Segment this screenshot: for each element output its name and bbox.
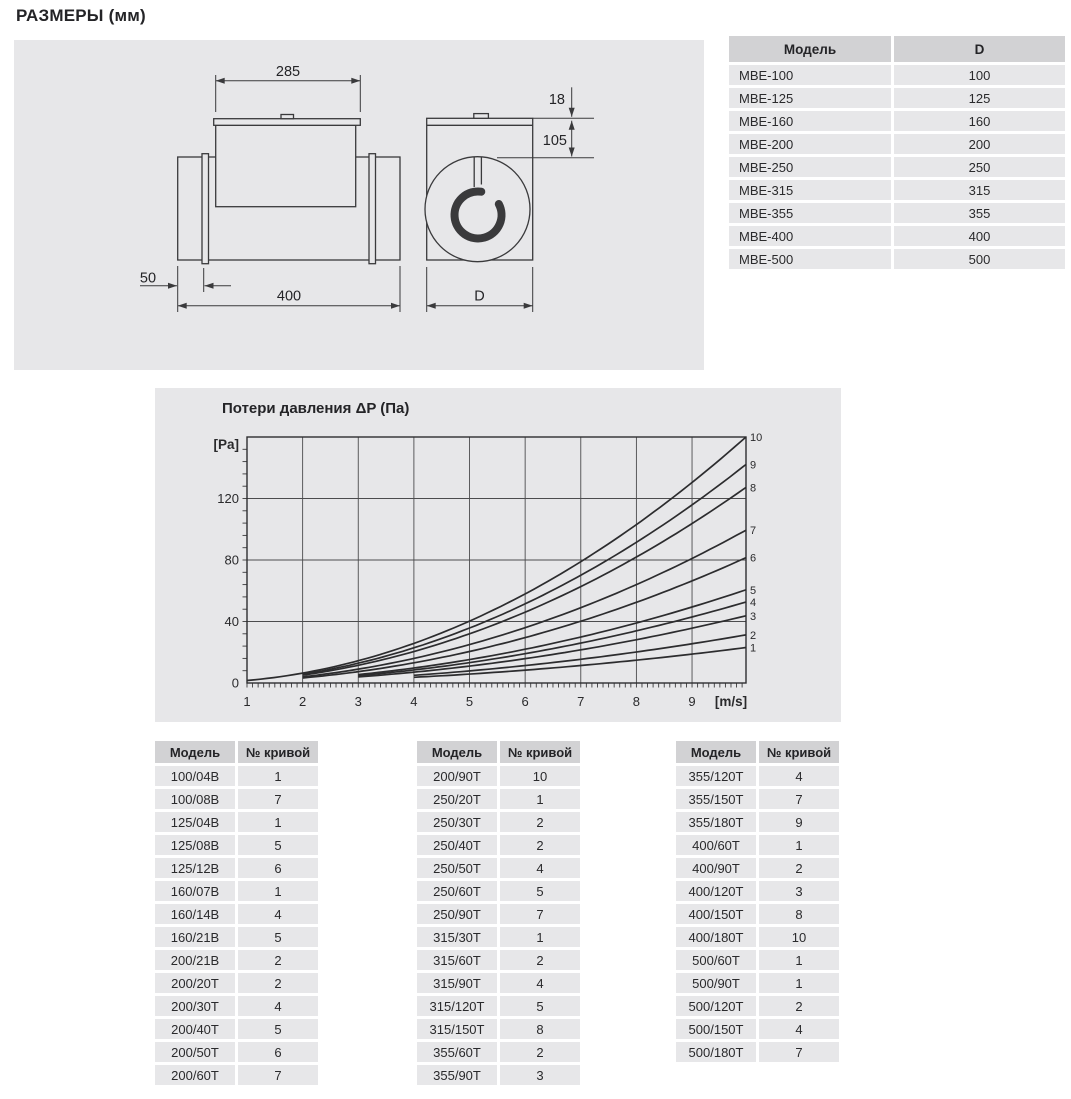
model-cell: МВЕ-400 <box>729 226 891 246</box>
model-cell: 160/21В <box>155 927 235 947</box>
value-cell: 10 <box>500 766 580 786</box>
duct-opening-circle <box>425 157 530 262</box>
front-view <box>425 87 594 312</box>
x-tick-label: 2 <box>299 694 307 709</box>
model-cell: МВЕ-160 <box>729 111 891 131</box>
column-header: D <box>894 36 1065 62</box>
pressure-chart-panel <box>155 388 841 722</box>
dim-105-label: 105 <box>542 133 567 149</box>
curve-number-label: 10 <box>750 432 763 444</box>
pressure-curve-4 <box>358 602 746 676</box>
column-header: № кривой <box>759 741 839 763</box>
value-cell: 4 <box>238 904 318 924</box>
model-cell: 125/08В <box>155 835 235 855</box>
value-cell: 160 <box>894 111 1065 131</box>
model-cell: 200/60Т <box>155 1065 235 1085</box>
dimensions-panel <box>14 40 704 370</box>
model-cell: 200/90Т <box>417 766 497 786</box>
y-tick-label: 0 <box>231 675 239 691</box>
model-cell: 200/20Т <box>155 973 235 993</box>
value-cell: 4 <box>500 858 580 878</box>
model-cell: 355/150Т <box>676 789 756 809</box>
value-cell: 7 <box>759 1042 839 1062</box>
value-cell: 6 <box>238 1042 318 1062</box>
dim-d-label: D <box>474 288 485 305</box>
value-cell: 8 <box>500 1019 580 1039</box>
model-cell: 250/60Т <box>417 881 497 901</box>
page-title: РАЗМЕРЫ (мм) <box>16 6 146 25</box>
value-cell: 5 <box>238 927 318 947</box>
model-cell: МВЕ-315 <box>729 180 891 200</box>
model-cell: 200/50Т <box>155 1042 235 1062</box>
dimension-drawing <box>14 40 704 370</box>
curve-number-label: 2 <box>750 629 757 642</box>
curve-number-label: 8 <box>750 482 757 495</box>
model-cell: 250/90Т <box>417 904 497 924</box>
curve-number-label: 7 <box>750 525 757 538</box>
model-cell: 125/12В <box>155 858 235 878</box>
pressure-loss-chart <box>155 388 841 722</box>
model-cell: 315/30Т <box>417 927 497 947</box>
value-cell: 4 <box>759 766 839 786</box>
model-cell: 400/60Т <box>676 835 756 855</box>
value-cell: 500 <box>894 249 1065 269</box>
value-cell: 315 <box>894 180 1065 200</box>
model-cell: 315/120Т <box>417 996 497 1016</box>
model-cell: 200/30Т <box>155 996 235 1016</box>
pressure-curve-2 <box>414 635 746 675</box>
value-cell: 400 <box>894 226 1065 246</box>
model-cell: 200/21В <box>155 950 235 970</box>
model-cell: 500/150Т <box>676 1019 756 1039</box>
column-header: Модель <box>155 741 235 763</box>
value-cell: 5 <box>500 996 580 1016</box>
value-cell: 3 <box>500 1065 580 1085</box>
column-header: Модель <box>676 741 756 763</box>
value-cell: 250 <box>894 157 1065 177</box>
value-cell: 2 <box>238 950 318 970</box>
value-cell: 2 <box>759 996 839 1016</box>
x-tick-label: 3 <box>354 694 362 709</box>
dim-18-label: 18 <box>548 92 565 108</box>
column-header: № кривой <box>500 741 580 763</box>
curve-number-label: 3 <box>750 610 757 623</box>
value-cell: 1 <box>238 812 318 832</box>
model-cell: 100/08В <box>155 789 235 809</box>
curve-table-2 <box>417 741 580 1085</box>
value-cell: 7 <box>759 789 839 809</box>
model-cell: МВЕ-125 <box>729 88 891 108</box>
model-cell: 500/120Т <box>676 996 756 1016</box>
x-tick-label: 9 <box>688 694 696 709</box>
value-cell: 4 <box>238 996 318 1016</box>
value-cell: 100 <box>894 65 1065 85</box>
model-cell: 355/180Т <box>676 812 756 832</box>
pressure-curve-10 <box>247 437 746 681</box>
value-cell: 2 <box>500 835 580 855</box>
terminal-box-lid <box>214 119 361 126</box>
x-tick-label: 6 <box>521 694 529 709</box>
value-cell: 7 <box>500 904 580 924</box>
model-cell: 355/120Т <box>676 766 756 786</box>
column-header: № кривой <box>238 741 318 763</box>
value-cell: 5 <box>238 835 318 855</box>
model-cell: 400/120Т <box>676 881 756 901</box>
model-cell: 250/50Т <box>417 858 497 878</box>
value-cell: 5 <box>500 881 580 901</box>
value-cell: 2 <box>238 973 318 993</box>
model-cell: 400/180Т <box>676 927 756 947</box>
model-cell: 250/40Т <box>417 835 497 855</box>
value-cell: 5 <box>238 1019 318 1039</box>
model-cell: 250/30Т <box>417 812 497 832</box>
model-cell: 500/180Т <box>676 1042 756 1062</box>
model-cell: 400/150Т <box>676 904 756 924</box>
value-cell: 1 <box>500 927 580 947</box>
model-diameter-table <box>729 36 1065 269</box>
value-cell: 355 <box>894 203 1065 223</box>
value-cell: 4 <box>500 973 580 993</box>
column-header: Модель <box>729 36 891 62</box>
x-tick-label: 1 <box>243 694 251 709</box>
curve-number-label: 1 <box>750 642 757 655</box>
x-axis-unit-label: [m/s] <box>714 694 748 709</box>
x-tick-label: 5 <box>465 694 474 709</box>
curve-table-3 <box>676 741 839 1062</box>
value-cell: 2 <box>500 812 580 832</box>
value-cell: 4 <box>759 1019 839 1039</box>
model-cell: 400/90Т <box>676 858 756 878</box>
model-cell: 250/20Т <box>417 789 497 809</box>
curve-number-label: 6 <box>750 552 757 565</box>
value-cell: 2 <box>500 950 580 970</box>
value-cell: 2 <box>500 1042 580 1062</box>
value-cell: 125 <box>894 88 1065 108</box>
value-cell: 3 <box>759 881 839 901</box>
model-cell: 200/40Т <box>155 1019 235 1039</box>
y-tick-label: 80 <box>224 552 239 568</box>
curve-number-label: 9 <box>750 459 757 472</box>
model-cell: МВЕ-200 <box>729 134 891 154</box>
model-cell: 500/90Т <box>676 973 756 993</box>
value-cell: 1 <box>500 789 580 809</box>
model-cell: 100/04В <box>155 766 235 786</box>
value-cell: 10 <box>759 927 839 947</box>
value-cell: 2 <box>759 858 839 878</box>
value-cell: 9 <box>759 812 839 832</box>
model-cell: 355/60Т <box>417 1042 497 1062</box>
y-tick-label: 40 <box>224 614 239 629</box>
model-cell: МВЕ-250 <box>729 157 891 177</box>
chart-title: Потери давления ΔP (Па) <box>222 400 410 417</box>
model-cell: 125/04В <box>155 812 235 832</box>
model-cell: МВЕ-355 <box>729 203 891 223</box>
value-cell: 8 <box>759 904 839 924</box>
column-header: Модель <box>417 741 497 763</box>
x-tick-label: 8 <box>632 694 641 709</box>
model-cell: 500/60Т <box>676 950 756 970</box>
model-cell: 355/90Т <box>417 1065 497 1085</box>
pressure-curve-8 <box>303 487 746 675</box>
model-cell: 315/60Т <box>417 950 497 970</box>
y-tick-label: 120 <box>217 491 239 506</box>
curve-number-label: 4 <box>750 597 757 610</box>
model-cell: 315/90Т <box>417 973 497 993</box>
dim-50-label: 50 <box>139 270 157 287</box>
model-cell: 315/150Т <box>417 1019 497 1039</box>
x-tick-label: 4 <box>410 694 418 709</box>
value-cell: 7 <box>238 789 318 809</box>
left-flange <box>202 154 209 264</box>
dim-285-label: 285 <box>275 64 301 80</box>
value-cell: 1 <box>238 766 318 786</box>
front-handle <box>474 114 489 119</box>
value-cell: 1 <box>759 835 839 855</box>
value-cell: 7 <box>238 1065 318 1085</box>
pressure-curve-9 <box>303 465 746 675</box>
model-cell: 160/07В <box>155 881 235 901</box>
value-cell: 1 <box>759 950 839 970</box>
value-cell: 1 <box>238 881 318 901</box>
curve-table-1 <box>155 741 318 1085</box>
side-view <box>140 64 400 312</box>
value-cell: 6 <box>238 858 318 878</box>
x-tick-label: 7 <box>577 694 585 709</box>
right-flange <box>369 154 376 264</box>
value-cell: 1 <box>759 973 839 993</box>
y-axis-unit-label: [Pa] <box>213 437 239 452</box>
model-cell: МВЕ-100 <box>729 65 891 85</box>
model-cell: МВЕ-500 <box>729 249 891 269</box>
model-cell: 160/14В <box>155 904 235 924</box>
lid-handle <box>281 115 294 119</box>
value-cell: 200 <box>894 134 1065 154</box>
dim-400-label: 400 <box>276 288 302 305</box>
terminal-box <box>216 125 356 206</box>
curve-number-label: 5 <box>750 584 757 597</box>
